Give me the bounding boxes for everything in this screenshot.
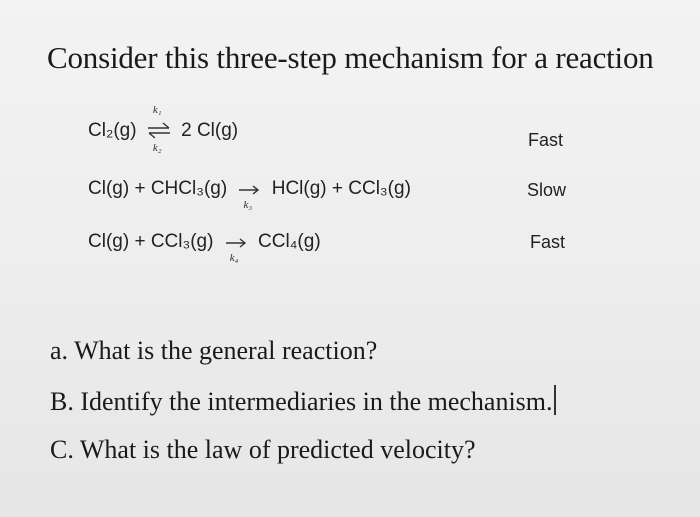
step-1-k-forward: k₁ (152, 104, 162, 116)
step-2-k: k₃ (243, 198, 253, 211)
question-b[interactable] (50, 385, 556, 417)
question-b-text: B. Identify the intermediaries in the mechanism. (50, 387, 553, 416)
equilibrium-arrow-icon (146, 104, 172, 154)
question-c: C. What is the law of predicted velocity? (50, 435, 476, 464)
step-3-reactants: Cl(g) + CCl₃(g) (88, 231, 214, 252)
step-1-rate: Fast (528, 130, 564, 150)
step-2-reactants: Cl(g) + CHCl₃(g) (88, 178, 228, 199)
step-1-reactants: Cl₂(g) (88, 120, 137, 142)
text-cursor (554, 385, 556, 415)
step-1-k-reverse: k₂ (152, 142, 162, 154)
forward-arrow-icon (223, 232, 249, 264)
question-a: a. What is the general reaction? (50, 336, 378, 365)
forward-arrow-icon (236, 179, 262, 211)
step-2-rate: Slow (527, 180, 567, 200)
step-1-products: 2 Cl(g) (181, 120, 239, 142)
step-2-products: HCl(g) + CCl₃(g) (271, 178, 411, 199)
page-heading: Consider this three-step mechanism for a reaction (47, 40, 654, 75)
step-3-k: k₄ (229, 251, 239, 264)
step-3-rate: Fast (530, 232, 566, 252)
step-3-products: CCl₄(g) (258, 231, 321, 252)
